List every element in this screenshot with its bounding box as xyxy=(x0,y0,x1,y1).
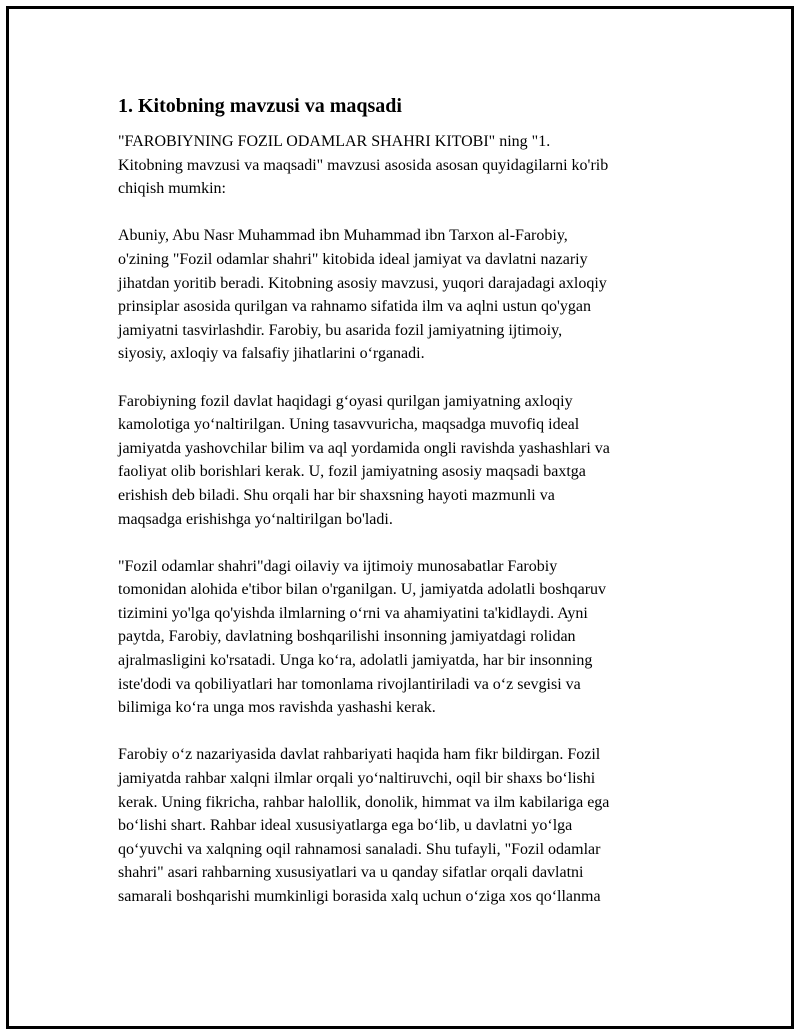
document-body xyxy=(118,94,688,932)
text-line: jihatdan yoritib beradi. Kitobning asosiy mavzusi, yuqori darajadagi axloqiy xyxy=(118,274,607,292)
text-line: bilimiga ko‘ra unga mos ravishda yashashi kerak. xyxy=(118,699,436,717)
paragraph-author xyxy=(118,224,688,366)
text-line: kamolotiga yo‘naltirilgan. Uning tasavvuricha, maqsadga muvofiq ideal xyxy=(118,416,580,434)
paragraph-leadership xyxy=(118,743,688,908)
text-line: jamiyatni tasvirlashdir. Farobiy, bu asarida fozil jamiyatning ijtimoiy, xyxy=(118,321,563,339)
text-line: "FAROBIYNING FOZIL ODAMLAR SHAHRI KITOBI" ning "1. xyxy=(118,133,551,150)
paragraph-ideal-state xyxy=(118,390,688,532)
text-line: tizimini yo'lga qo'yishda ilmlarning o‘rni va ahamiyatini ta'kidlaydi. Ayni xyxy=(118,604,588,622)
text-line: erishish deb biladi. Shu orqali har bir shaxsning hayoti mazmunli va xyxy=(118,486,555,504)
text-line: ajralmasligini ko'rsatadi. Unga ko‘ra, adolatli jamiyatda, har bir insonning xyxy=(118,652,593,670)
text-line: prinsiplar asosida qurilgan va rahnamo sifatida ilm va aqlni ustun qo'ygan xyxy=(118,298,591,316)
text-line: tomonidan alohida e'tibor bilan o'rganilgan. U, jamiyatda adolatli boshqaruv xyxy=(118,581,607,599)
text-line: bo‘lishi shart. Rahbar ideal xususiyatlarga ega bo‘lib, u davlatni yo‘lga xyxy=(118,817,573,835)
text-line: chiqish mumkin: xyxy=(118,180,226,198)
paragraph-social-relations xyxy=(118,555,688,720)
text-line: "Fozil odamlar shahri"dagi oilaviy va ijtimoiy munosabatlar Farobiy xyxy=(118,557,558,575)
text-line: paytda, Farobiy, davlatning boshqarilishi insonning jamiyatdagi rolidan xyxy=(118,628,576,646)
text-line: maqsadga erishishga yo‘naltirilgan bo'ladi. xyxy=(118,510,393,528)
text-line: samarali boshqarishi mumkinligi borasida xalq uchun o‘ziga xos qo‘llanma xyxy=(118,888,601,905)
text-line: Farobiy o‘z nazariyasida davlat rahbariyati haqida ham fikr bildirgan. Fozil xyxy=(118,746,601,764)
text-line: kerak. Uning fikricha, rahbar halollik, donolik, himmat va ilm kabilariga ega xyxy=(118,793,610,811)
text-line: Farobiyning fozil davlat haqidagi g‘oyasi qurilgan jamiyatning axloqiy xyxy=(118,392,573,410)
text-line: qo‘yuvchi va xalqning oqil rahnamosi sanaladi. Shu tufayli, "Fozil odamlar xyxy=(118,840,601,858)
text-line: shahri" asari rahbarning xususiyatlari va u qanday sifatlar orqali davlatni xyxy=(118,864,584,882)
paragraph-intro xyxy=(118,130,688,201)
text-line: o'zining "Fozil odamlar shahri" kitobida ideal jamiyat va davlatni nazariy xyxy=(118,250,588,268)
text-line: iste'dodi va qobiliyatlari har tomonlama rivojlantiriladi va o‘z sevgisi va xyxy=(118,675,581,693)
text-line: faoliyat olib borishlari kerak. U, fozil jamiyatning asosiy maqsadi baxtga xyxy=(118,463,586,481)
text-line: jamiyatda rahbar xalqni ilmlar orqali yo‘naltiruvchi, oqil bir shaxs bo‘lishi xyxy=(118,770,596,788)
text-line: siyosiy, axloqiy va falsafiy jihatlarini o‘rganadi. xyxy=(118,345,425,363)
text-line: Kitobning mavzusi va maqsadi" mavzusi asosida asosan quyidagilarni ko'rib xyxy=(118,156,609,174)
text-line: Abuniy, Abu Nasr Muhammad ibn Muhammad ibn Tarxon al-Farobiy, xyxy=(118,227,568,245)
text-line: jamiyatda yashovchilar bilim va aql yordamida ongli ravishda yashashlari va xyxy=(118,439,610,457)
section-heading: 1. Kitobning mavzusi va maqsadi xyxy=(118,95,402,117)
